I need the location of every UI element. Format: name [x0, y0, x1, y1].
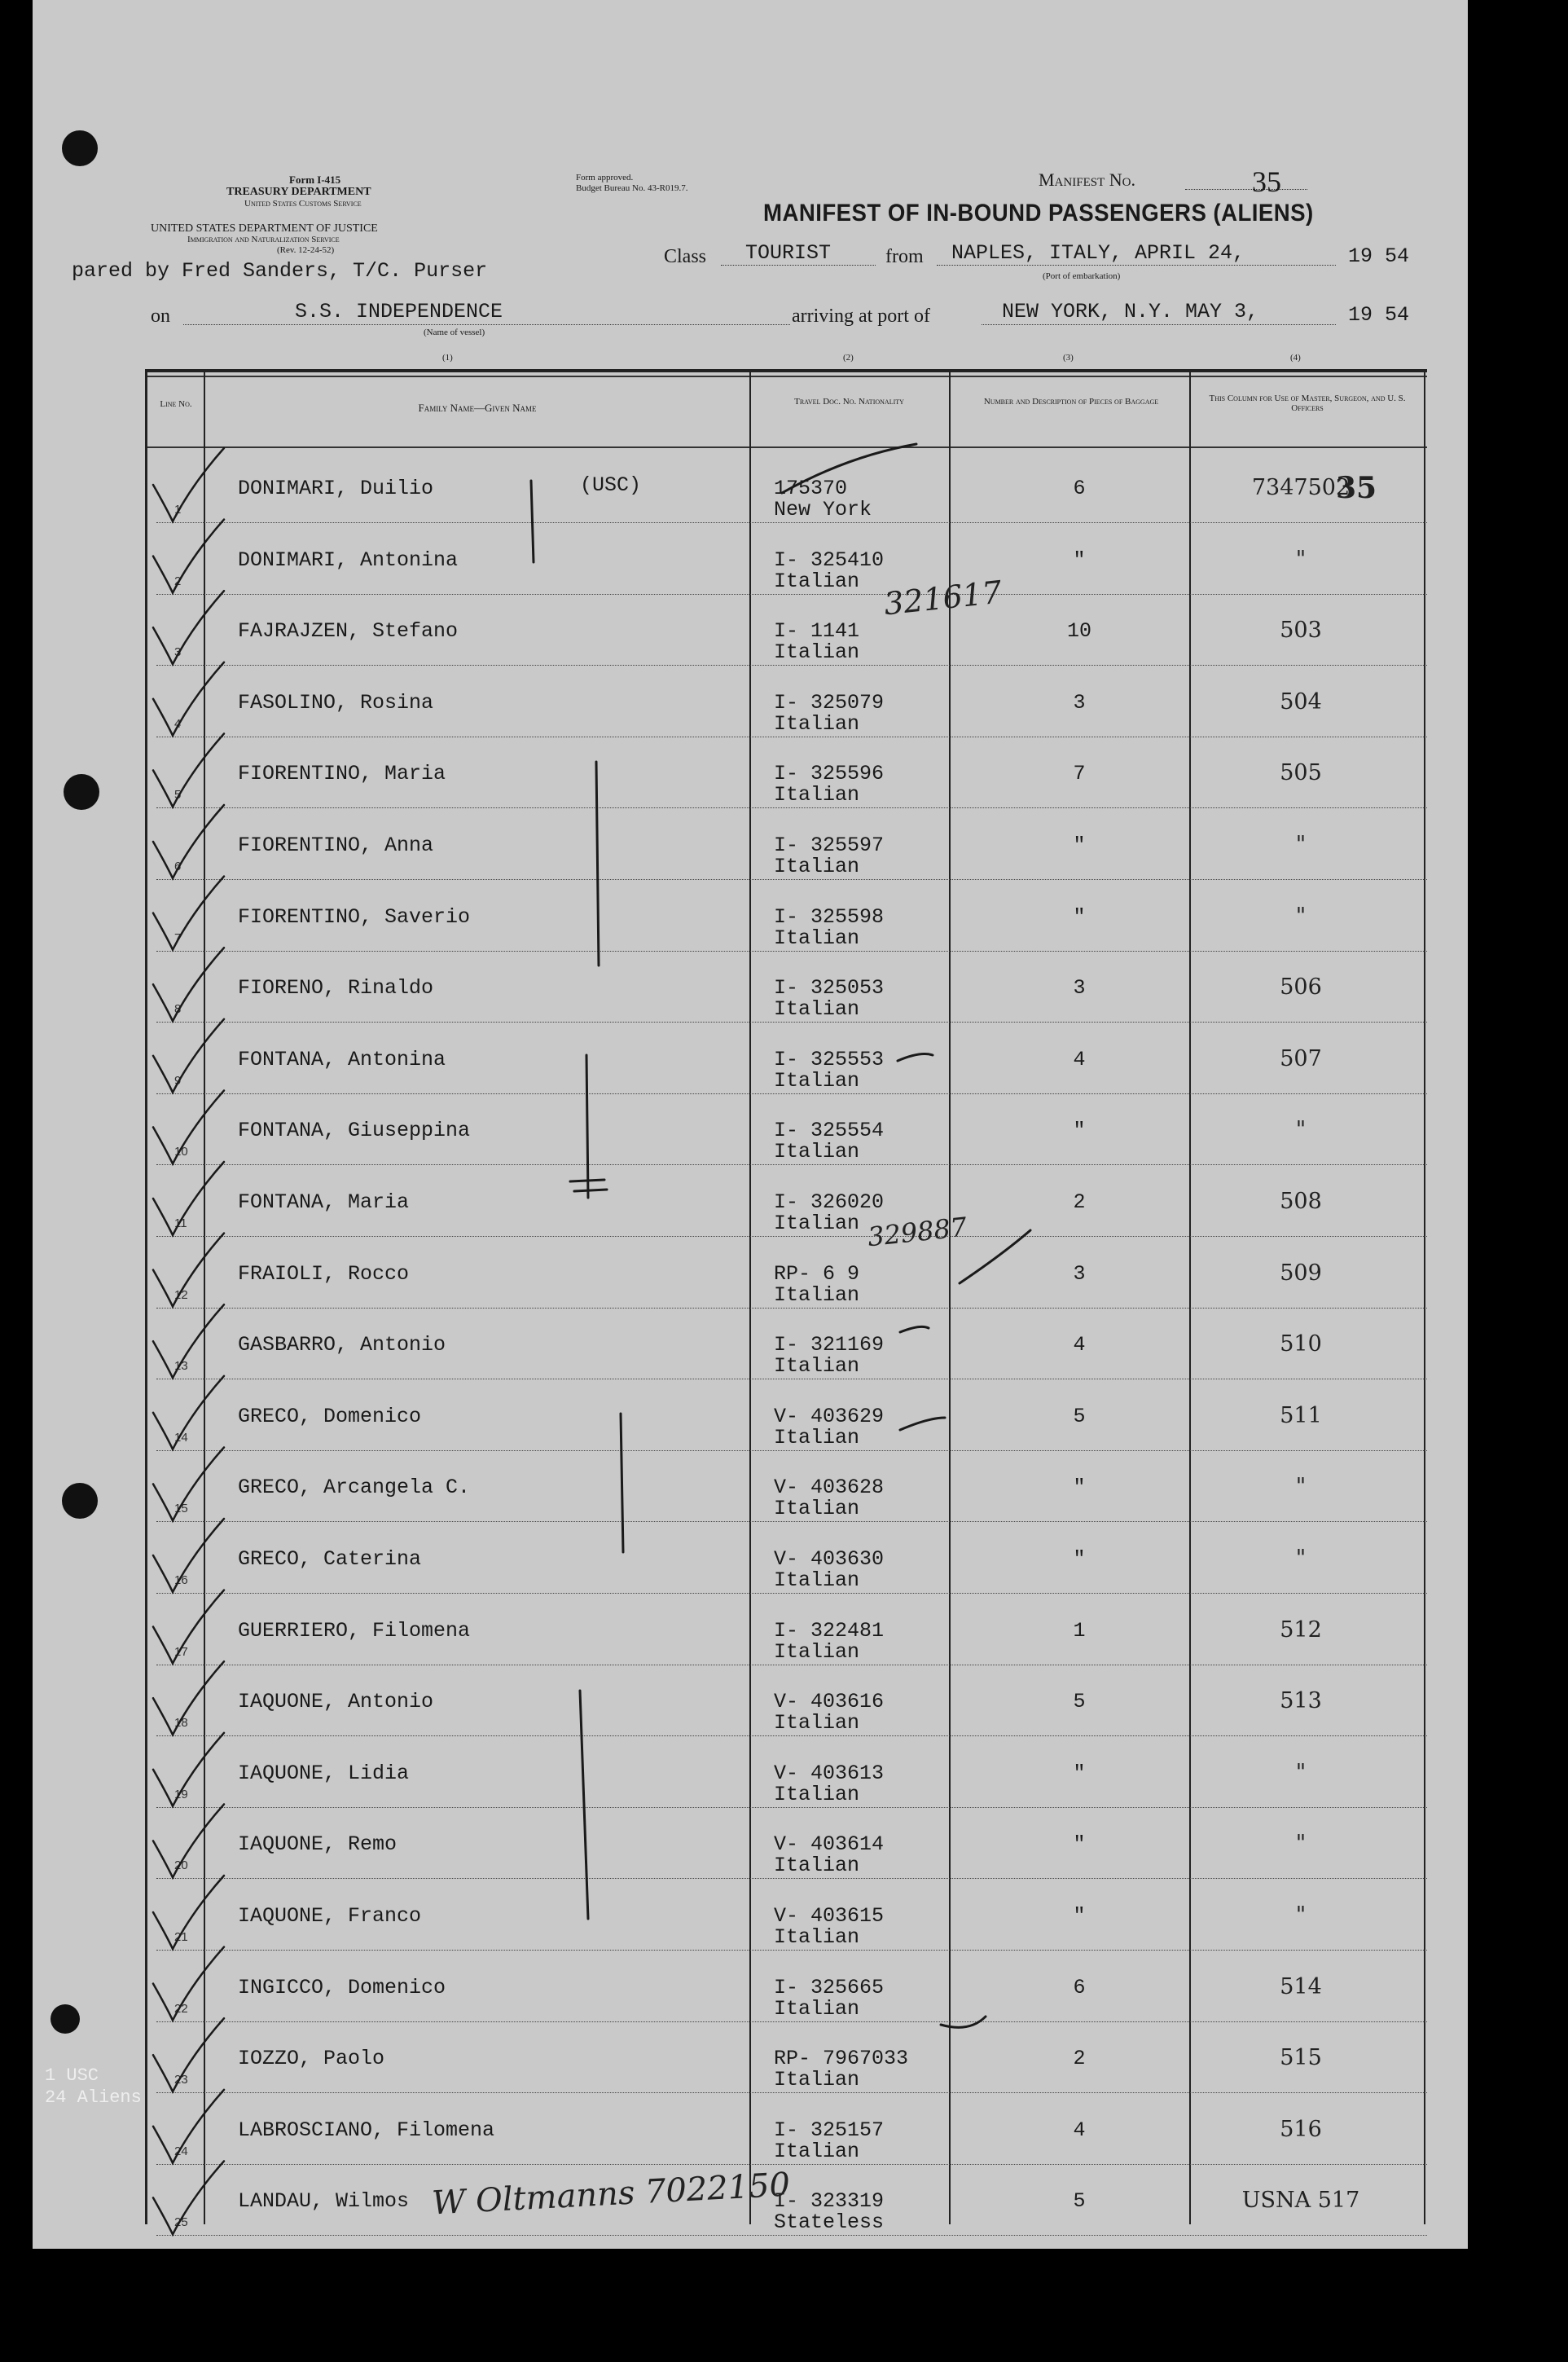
prepared-by: pared by Fred Sanders, T/C. Purser	[72, 259, 488, 283]
travel-doc-number: I- 325554	[774, 1119, 885, 1143]
page-title: MANIFEST OF IN-BOUND PASSENGERS (ALIENS)	[763, 200, 1314, 227]
passenger-name: IOZZO, Paolo	[238, 2047, 385, 2071]
baggage-count: "	[1073, 548, 1086, 572]
baggage-count: 6	[1073, 1975, 1086, 1999]
check-mark	[153, 2018, 224, 2091]
travel-doc-number: 175370	[774, 477, 848, 500]
treasury-department: TREASURY DEPARTMENT	[226, 186, 371, 198]
officer-signature: W Oltmanns 7022150	[431, 2166, 792, 2223]
customs-service: United States Customs Service	[244, 199, 362, 209]
check-mark	[153, 1590, 224, 1664]
check-mark	[153, 2090, 224, 2163]
officer-entry: "	[1295, 1546, 1307, 1571]
travel-doc-number: I- 323319	[774, 2189, 885, 2214]
passenger-name: FONTANA, Giuseppina	[238, 1119, 471, 1143]
travel-doc-number: I- 325410	[774, 548, 885, 572]
column-number: (4)	[1290, 353, 1301, 363]
check-mark	[153, 1162, 224, 1235]
port-embark-caption: (Port of embarkation)	[1043, 271, 1121, 281]
check-mark	[153, 448, 224, 521]
officer-entry: 511	[1280, 1402, 1322, 1428]
arrival-port: NEW YORK, N.Y. MAY 3,	[1002, 300, 1259, 323]
baggage-count: 4	[1073, 1333, 1086, 1357]
budget-bureau: Budget Bureau No. 43-R019.7.	[576, 183, 688, 193]
line-number: 5	[174, 788, 182, 803]
line-number: 17	[174, 1644, 188, 1659]
officer-entry: 515	[1280, 2045, 1322, 2071]
officer-entry: 512	[1280, 1616, 1322, 1643]
nationality: Italian	[774, 1140, 860, 1164]
officer-entry: 507	[1280, 1045, 1322, 1071]
manifest-number: 35	[1252, 165, 1281, 198]
passenger-name: IAQUONE, Lidia	[238, 1761, 410, 1785]
line-number: 4	[174, 716, 182, 731]
check-mark	[153, 1019, 224, 1093]
baggage-count: "	[1073, 1476, 1086, 1500]
check-mark	[153, 1376, 224, 1449]
manifest-no-label: Manifest No.	[1039, 169, 1135, 190]
line-number: 1	[174, 503, 182, 517]
line-number: 11	[174, 1216, 187, 1230]
baggage-count: 5	[1073, 1690, 1086, 1714]
form-number: Form I-415	[289, 174, 341, 186]
nationality: Italian	[774, 1996, 860, 2021]
line-number: 14	[174, 1430, 188, 1445]
line-number: 20	[174, 1858, 188, 1873]
nationality: Italian	[774, 640, 860, 665]
nationality: Italian	[774, 997, 860, 1022]
baggage-count: "	[1073, 904, 1086, 929]
header-travel-doc: Travel Doc. No. Nationality	[794, 397, 904, 407]
nationality: Italian	[774, 1212, 860, 1235]
officer-entry: 503	[1280, 618, 1322, 644]
baggage-count: 2	[1073, 1190, 1086, 1214]
officer-entry: "	[1295, 546, 1307, 572]
baggage-count: "	[1073, 1832, 1086, 1857]
check-mark	[153, 591, 224, 664]
travel-doc-number: I- 325597	[774, 834, 885, 857]
nationality: Stateless	[774, 2210, 885, 2235]
officer-entry: "	[1295, 903, 1307, 929]
travel-doc-number: RP- 6 9	[774, 1261, 860, 1286]
officer-entry: 508	[1280, 1189, 1322, 1214]
baggage-count: "	[1073, 1761, 1086, 1785]
passenger-name: GRECO, Domenico	[238, 1404, 422, 1428]
passenger-name: GRECO, Caterina	[238, 1547, 422, 1571]
officer-entry: "	[1295, 1474, 1307, 1500]
from-label: from	[885, 246, 924, 267]
check-mark	[153, 520, 224, 593]
nationality: Italian	[774, 926, 860, 950]
check-mark	[153, 1519, 224, 1592]
line-number: 19	[174, 1787, 188, 1801]
margin-usc-count: 1 USC	[45, 2065, 99, 2086]
citizen-note: (USC)	[580, 473, 642, 497]
officer-entry: 505	[1280, 760, 1322, 786]
justice-department: UNITED STATES DEPARTMENT OF JUSTICE	[151, 222, 378, 235]
passenger-name: FRAIOLI, Rocco	[238, 1261, 410, 1286]
check-mark	[153, 1090, 224, 1163]
ins-label: Immigration and Naturalization Service	[187, 235, 340, 244]
check-mark	[153, 662, 224, 736]
check-mark	[153, 805, 224, 878]
check-mark	[153, 1947, 224, 2021]
travel-doc-number: V- 403614	[774, 1832, 885, 1857]
line-number: 23	[174, 2073, 188, 2087]
travel-doc-number: I- 325157	[774, 2118, 885, 2142]
officer-entry: 514	[1280, 1973, 1322, 1999]
line-number: 25	[174, 2215, 188, 2230]
travel-doc-number: I- 1141	[774, 619, 860, 644]
column-number: (3)	[1063, 353, 1074, 363]
passenger-name: FIORENTINO, Maria	[238, 762, 446, 786]
passenger-name: IAQUONE, Remo	[238, 1832, 397, 1857]
line-number: 10	[174, 1145, 188, 1159]
passenger-name: LABROSCIANO, Filomena	[238, 2118, 495, 2142]
nationality: Italian	[774, 1568, 860, 1592]
margin-alien-count: 24 Aliens	[45, 2087, 142, 2108]
officer-entry: 509	[1280, 1260, 1322, 1286]
officer-entry: 7347502	[1251, 475, 1351, 500]
line-number: 9	[174, 1073, 182, 1088]
passenger-name: DONIMARI, Duilio	[238, 477, 434, 500]
nationality: Italian	[774, 1354, 860, 1379]
check-mark	[153, 2161, 224, 2234]
line-number: 16	[174, 1573, 188, 1587]
passenger-name: GRECO, Arcangela C.	[238, 1476, 471, 1500]
passenger-name: IAQUONE, Antonio	[238, 1690, 434, 1714]
form-approved: Form approved.	[576, 173, 634, 183]
officer-entry: 513	[1280, 1688, 1322, 1714]
nationality: New York	[774, 498, 872, 521]
passenger-name: FIORENTINO, Saverio	[238, 904, 471, 929]
travel-doc-number: I- 325596	[774, 762, 885, 786]
header-line-no: Line No.	[160, 399, 192, 409]
line-number: 13	[174, 1359, 188, 1374]
officer-entry: "	[1295, 1902, 1307, 1928]
travel-doc-number: I- 326020	[774, 1190, 885, 1214]
check-mark	[153, 1804, 224, 1877]
header-officers: This Column for Use of Master, Surgeon, and U. S. Officers	[1209, 394, 1406, 413]
officer-entry: 510	[1280, 1331, 1322, 1357]
baggage-count: 5	[1073, 2189, 1086, 2214]
embarkation-year: 19 54	[1348, 244, 1410, 268]
column-number: (1)	[442, 353, 453, 363]
embarkation-port: NAPLES, ITALY, APRIL 24,	[951, 241, 1245, 265]
passenger-name: FIORENTINO, Anna	[238, 834, 434, 857]
vessel-caption: (Name of vessel)	[424, 328, 485, 337]
baggage-count: 4	[1073, 2118, 1086, 2142]
nationality: Italian	[774, 1068, 860, 1093]
passenger-name: FAJRAJZEN, Stefano	[238, 619, 459, 644]
nationality: Italian	[774, 569, 860, 593]
line-number: 21	[174, 1930, 188, 1944]
doc-correction-row3: 321617	[882, 574, 1004, 622]
baggage-count: 5	[1073, 1404, 1086, 1428]
nationality: Italian	[774, 1497, 860, 1521]
passenger-name: DONIMARI, Antonina	[238, 548, 459, 572]
class-value: TOURIST	[745, 241, 832, 265]
passenger-name: FONTANA, Maria	[238, 1190, 410, 1214]
line-number: 12	[174, 1287, 188, 1302]
passenger-name: GASBARRO, Antonio	[238, 1333, 446, 1357]
line-number: 7	[174, 930, 182, 945]
travel-doc-number: I- 325053	[774, 976, 885, 1001]
baggage-count: "	[1073, 1904, 1086, 1928]
passenger-name: LANDAU, Wilmos	[238, 2189, 410, 2214]
travel-doc-number: RP- 7967033	[774, 2047, 909, 2071]
travel-doc-number: V- 403628	[774, 1476, 885, 1500]
baggage-count: 7	[1073, 762, 1086, 786]
class-label: Class	[664, 246, 707, 267]
check-mark	[153, 1733, 224, 1806]
check-mark	[153, 1447, 224, 1520]
officer-entry: 506	[1280, 974, 1322, 1001]
handwritten-35: 35	[1336, 471, 1377, 505]
line-number: 3	[174, 645, 182, 660]
baggage-count: 3	[1073, 690, 1086, 715]
baggage-count: 6	[1073, 477, 1086, 500]
nationality: Italian	[774, 1925, 860, 1949]
baggage-count: 10	[1066, 619, 1091, 644]
revision-label: (Rev. 12-24-52)	[277, 245, 335, 255]
line-number: 8	[174, 1002, 182, 1017]
travel-doc-number: I- 325553	[774, 1047, 885, 1071]
travel-doc-number: V- 403613	[774, 1761, 885, 1785]
officer-entry: "	[1295, 832, 1307, 857]
line-number: 6	[174, 860, 182, 873]
travel-doc-number: V- 403629	[774, 1404, 885, 1428]
baggage-count: "	[1073, 1119, 1086, 1143]
header-baggage: Number and Description of Pieces of Baggage	[983, 397, 1159, 407]
line-number: 2	[174, 574, 182, 588]
nationality: Italian	[774, 1782, 860, 1806]
baggage-count: 3	[1073, 976, 1086, 1001]
officer-entry: "	[1295, 1117, 1307, 1143]
nationality: Italian	[774, 783, 860, 807]
nationality: Italian	[774, 1854, 860, 1878]
check-mark	[153, 877, 224, 950]
nationality: Italian	[774, 855, 860, 878]
passenger-name: FIORENO, Rinaldo	[238, 976, 434, 1001]
vessel-name: S.S. INDEPENDENCE	[295, 300, 503, 323]
passenger-name: GUERRIERO, Filomena	[238, 1618, 471, 1643]
doc-correction-row12: 329887	[866, 1211, 968, 1253]
on-label: on	[151, 306, 170, 327]
officer-entry: "	[1295, 1831, 1307, 1857]
travel-doc-number: I- 325598	[774, 904, 885, 929]
line-number: 15	[174, 1502, 188, 1516]
header-name: Family Name—Given Name	[418, 402, 537, 414]
passenger-name: INGICCO, Domenico	[238, 1975, 446, 1999]
baggage-count: 1	[1073, 1618, 1086, 1643]
nationality: Italian	[774, 2068, 860, 2092]
travel-doc-number: I- 325665	[774, 1975, 885, 1999]
arriving-label: arriving at port of	[792, 306, 930, 327]
nationality: Italian	[774, 2139, 860, 2163]
nationality: Italian	[774, 1711, 860, 1735]
travel-doc-number: V- 403616	[774, 1690, 885, 1714]
baggage-count: "	[1073, 834, 1086, 857]
check-mark	[153, 1304, 224, 1378]
baggage-count: 3	[1073, 1261, 1086, 1286]
check-mark	[153, 1876, 224, 1949]
baggage-count: "	[1073, 1547, 1086, 1571]
check-mark	[153, 1661, 224, 1735]
travel-doc-number: I- 321169	[774, 1333, 885, 1357]
passenger-name: IAQUONE, Franco	[238, 1904, 422, 1928]
nationality: Italian	[774, 1639, 860, 1664]
travel-doc-number: V- 403615	[774, 1904, 885, 1928]
officer-entry: 504	[1280, 688, 1322, 715]
travel-doc-number: I- 325079	[774, 690, 885, 715]
passenger-name: FONTANA, Antonina	[238, 1047, 446, 1071]
line-number: 24	[174, 2144, 188, 2158]
travel-doc-number: I- 322481	[774, 1618, 885, 1643]
check-mark	[153, 1234, 224, 1307]
baggage-count: 2	[1073, 2047, 1086, 2071]
nationality: Italian	[774, 1282, 860, 1307]
passenger-name: FASOLINO, Rosina	[238, 690, 434, 715]
baggage-count: 4	[1073, 1047, 1086, 1071]
officer-entry: "	[1295, 1759, 1307, 1785]
officer-entry: USNA 517	[1241, 2188, 1360, 2214]
officer-entry: 516	[1280, 2116, 1322, 2142]
check-mark	[153, 733, 224, 807]
column-number: (2)	[843, 353, 854, 363]
check-mark	[153, 948, 224, 1021]
travel-doc-number: V- 403630	[774, 1547, 885, 1571]
nationality: Italian	[774, 1425, 860, 1449]
arrival-year: 19 54	[1348, 303, 1410, 327]
nationality: Italian	[774, 711, 860, 736]
line-number: 18	[174, 1716, 188, 1731]
line-number: 22	[174, 2001, 188, 2016]
